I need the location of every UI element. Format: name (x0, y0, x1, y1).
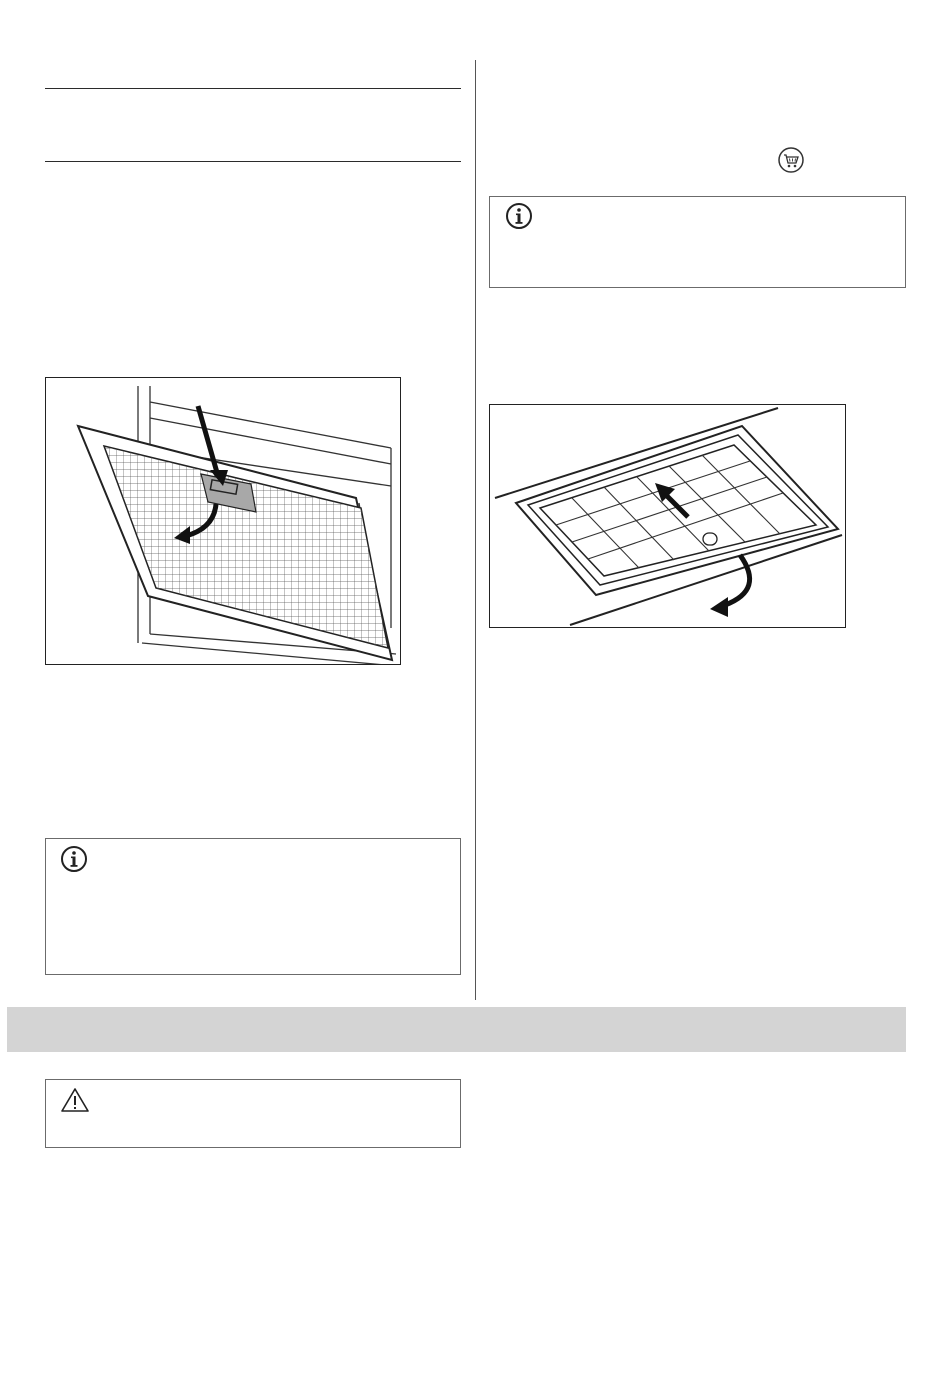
shopping-cart-icon (777, 146, 805, 174)
warning-box (45, 1079, 461, 1148)
grease-filter-figure (45, 377, 401, 665)
section-heading-band (7, 1007, 906, 1052)
heading-top-rule (45, 88, 461, 89)
carbon-filter-figure (489, 404, 846, 628)
info-icon (59, 844, 89, 874)
warning-triangle-icon (60, 1086, 90, 1114)
grease-filter-removal-illustration (46, 378, 401, 665)
right-info-box (489, 196, 906, 288)
heading-bottom-rule (45, 161, 461, 162)
carbon-filter-grid-illustration (490, 405, 846, 628)
info-icon (504, 201, 534, 231)
column-divider (475, 60, 476, 1000)
left-info-box (45, 838, 461, 975)
